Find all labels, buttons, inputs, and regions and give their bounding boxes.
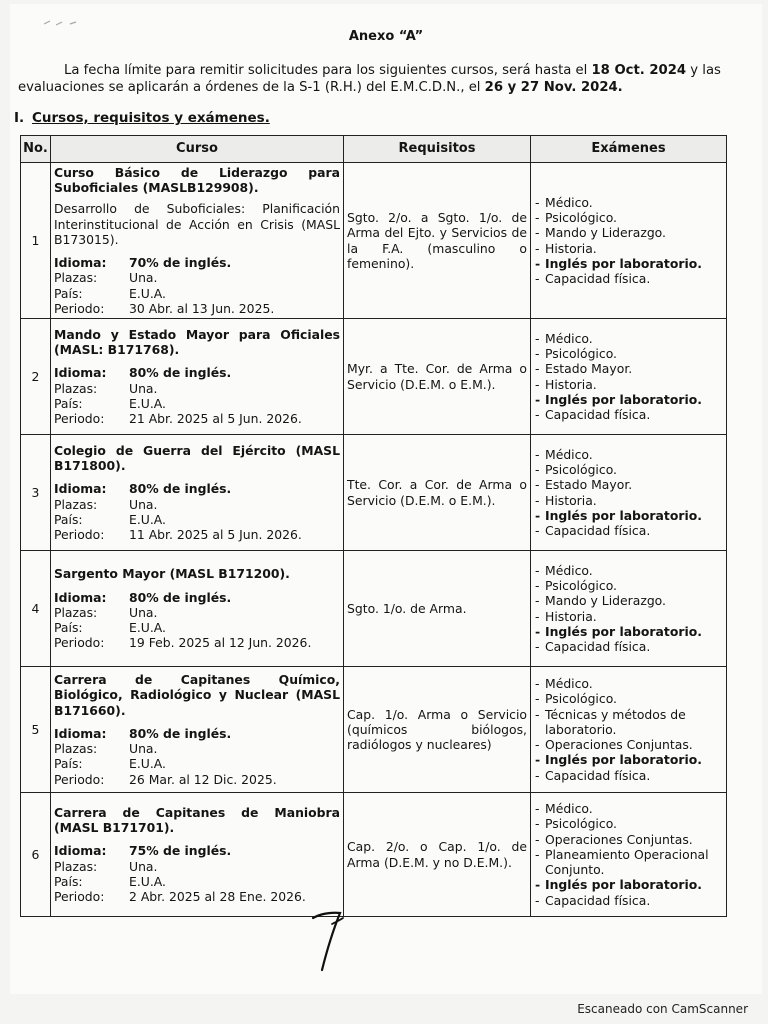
period-line: Periodo: 2 Abr. 2025 al 28 Ene. 2026. (54, 888, 306, 904)
requirements-cell: Sgto. 1/o. de Arma. (344, 551, 531, 667)
course-cell (51, 435, 344, 551)
period-line: Periodo: 30 Abr. al 13 Jun. 2025. (54, 300, 275, 316)
seats-line: Plazas: Una. (54, 380, 158, 396)
exams-cell (531, 163, 727, 319)
section-label: Cursos, requisitos y exámenes. (32, 110, 270, 126)
table-row (21, 163, 727, 319)
exam-item: - Técnicas y métodos de laboratorio. (535, 707, 723, 737)
course-cell (51, 163, 344, 319)
exam-item: - Estado Mayor. (535, 477, 723, 492)
requirements-cell: Tte. Cor. a Cor. de Arma o Servicio (D.E.M. o E.M.). (344, 435, 531, 551)
annex-title: Anexo “A” (348, 29, 424, 44)
exam-item: - Historia. (535, 377, 723, 392)
courses-table (20, 135, 727, 917)
exam-item: - Mando y Liderazgo. (535, 225, 723, 240)
table-row (21, 319, 727, 435)
exam-item: - Capacidad física. (535, 768, 723, 783)
country-line: País: E.U.A. (54, 756, 166, 772)
row-number: 4 (21, 551, 51, 667)
language-line: Idioma: 75% de inglés. (54, 843, 232, 859)
row-number: 6 (21, 793, 51, 917)
seats-line: Plazas: Una. (54, 496, 158, 512)
exams-cell (531, 319, 727, 435)
intro-paragraph: La fecha límite para remitir solicitudes para los siguientes cursos, será hasta el 18 Oct. 2024 y las evaluaciones se aplicarán a órdenes de la S-1 (R.H.) del E.M.C.D.N., el 26 y 27 Nov. 2024. (18, 63, 721, 95)
exam-item: - Operaciones Conjuntas. (535, 737, 723, 752)
period-line: Periodo: 26 Mar. al 12 Dic. 2025. (54, 771, 277, 787)
row-number: 1 (21, 163, 51, 319)
exam-item: - Médico. (535, 676, 723, 691)
course-cell (51, 667, 344, 793)
exams-list (535, 676, 723, 782)
row-number: 3 (21, 435, 51, 551)
language-line: Idioma: 80% de inglés. (54, 725, 232, 741)
table-header-row (21, 136, 727, 163)
camscanner-watermark: Escaneado con CamScanner (577, 1002, 748, 1016)
course-name: Carrera de Capitanes de Maniobra (MASL B171701). (54, 804, 340, 836)
table-row (21, 793, 727, 917)
exams-cell (531, 667, 727, 793)
seats-line: Plazas: Una. (54, 858, 158, 874)
exams-list (535, 801, 723, 907)
exams-list (535, 331, 723, 422)
exam-item: - Inglés por laboratorio. (535, 392, 723, 407)
exams-cell (531, 435, 727, 551)
col-header-no: No. (21, 136, 51, 163)
requirements-cell: Cap. 1/o. Arma o Servicio (químicos biólogos, radiólogos y nucleares) (344, 667, 531, 793)
exam-item: - Inglés por laboratorio. (535, 877, 723, 892)
requirements-cell: Sgto. 2/o. a Sgto. 1/o. de Arma del Ejto. y Servicios de la F.A. (masculino o femenino). (344, 163, 531, 319)
exam-item: - Inglés por laboratorio. (535, 624, 723, 639)
exam-item: - Operaciones Conjuntas. (535, 832, 723, 847)
section-heading (14, 110, 270, 126)
exam-item: - Historia. (535, 493, 723, 508)
course-cell (51, 319, 344, 435)
course-name: Sargento Mayor (MASL B171200). (54, 566, 290, 582)
exam-item: - Inglés por laboratorio. (535, 508, 723, 523)
requirements-cell: Myr. a Tte. Cor. de Arma o Servicio (D.E.M. o E.M.). (344, 319, 531, 435)
section-number: I. (14, 110, 25, 126)
seats-line: Plazas: Una. (54, 604, 158, 620)
exams-list (535, 447, 723, 538)
course-cell (51, 551, 344, 667)
seats-line: Plazas: Una. (54, 741, 158, 757)
exams-cell (531, 551, 727, 667)
exam-item: - Mando y Liderazgo. (535, 593, 723, 608)
period-line: Periodo: 21 Abr. 2025 al 5 Jun. 2026. (54, 410, 302, 426)
exam-item: - Médico. (535, 331, 723, 346)
country-line: País: E.U.A. (54, 395, 166, 411)
exam-item: - Inglés por laboratorio. (535, 752, 723, 767)
table-row (21, 435, 727, 551)
country-line: País: E.U.A. (54, 285, 166, 301)
course-subtitle: Desarrollo de Suboficiales: Planificación Interinstitucional de Acción en Crisis (MASL B173015). (54, 201, 340, 247)
row-number: 2 (21, 319, 51, 435)
exam-item: - Estado Mayor. (535, 361, 723, 376)
country-line: País: E.U.A. (54, 620, 166, 636)
exam-item: - Médico. (535, 447, 723, 462)
exam-item: - Médico. (535, 801, 723, 816)
exam-item: - Psicológico. (535, 346, 723, 361)
exam-item: - Capacidad física. (535, 893, 723, 908)
course-name: Curso Básico de Liderazgo para Suboficiales (MASLB129908). (54, 165, 340, 196)
exam-item: - Médico. (535, 563, 723, 578)
exam-item: - Psicológico. (535, 691, 723, 706)
language-line: Idioma: 80% de inglés. (54, 589, 232, 605)
period-line: Periodo: 11 Abr. 2025 al 5 Jun. 2026. (54, 526, 302, 542)
exams-cell (531, 793, 727, 917)
exam-item: - Médico. (535, 195, 723, 210)
exam-item: - Capacidad física. (535, 523, 723, 538)
col-header-course: Curso (51, 136, 344, 163)
country-line: País: E.U.A. (54, 873, 166, 889)
table-row (21, 551, 727, 667)
period-line: Periodo: 19 Feb. 2025 al 12 Jun. 2026. (54, 635, 312, 651)
course-name: Carrera de Capitanes Químico, Biológico, Radiológico y Nuclear (MASL B171660). (54, 672, 340, 718)
seats-line: Plazas: Una. (54, 270, 158, 286)
exam-item: - Psicológico. (535, 816, 723, 831)
col-header-exams: Exámenes (531, 136, 727, 163)
requirements-cell: Cap. 2/o. o Cap. 1/o. de Arma (D.E.M. y no D.E.M.). (344, 793, 531, 917)
exam-item: - Capacidad física. (535, 271, 723, 286)
table-row (21, 667, 727, 793)
exam-item: - Psicológico. (535, 210, 723, 225)
language-line: Idioma: 70% de inglés. (54, 255, 232, 271)
course-name: Mando y Estado Mayor para Oficiales (MASL: B171768). (54, 326, 340, 358)
exam-item: - Inglés por laboratorio. (535, 256, 723, 271)
exam-item: - Psicológico. (535, 578, 723, 593)
course-name: Colegio de Guerra del Ejército (MASL B171800). (54, 442, 340, 474)
exam-item: - Historia. (535, 609, 723, 624)
col-header-requirements: Requisitos (344, 136, 531, 163)
handwritten-signature (310, 906, 350, 980)
exam-item: - Historia. (535, 241, 723, 256)
course-cell (51, 793, 344, 917)
country-line: País: E.U.A. (54, 511, 166, 527)
exam-item: - Capacidad física. (535, 407, 723, 422)
exams-list (535, 195, 723, 286)
exam-item: - Capacidad física. (535, 639, 723, 654)
exam-item: - Planeamiento Operacional Conjunto. (535, 847, 723, 877)
language-line: Idioma: 80% de inglés. (54, 481, 232, 497)
row-number: 5 (21, 667, 51, 793)
exam-item: - Psicológico. (535, 462, 723, 477)
exams-list (535, 563, 723, 654)
language-line: Idioma: 80% de inglés. (54, 365, 232, 381)
